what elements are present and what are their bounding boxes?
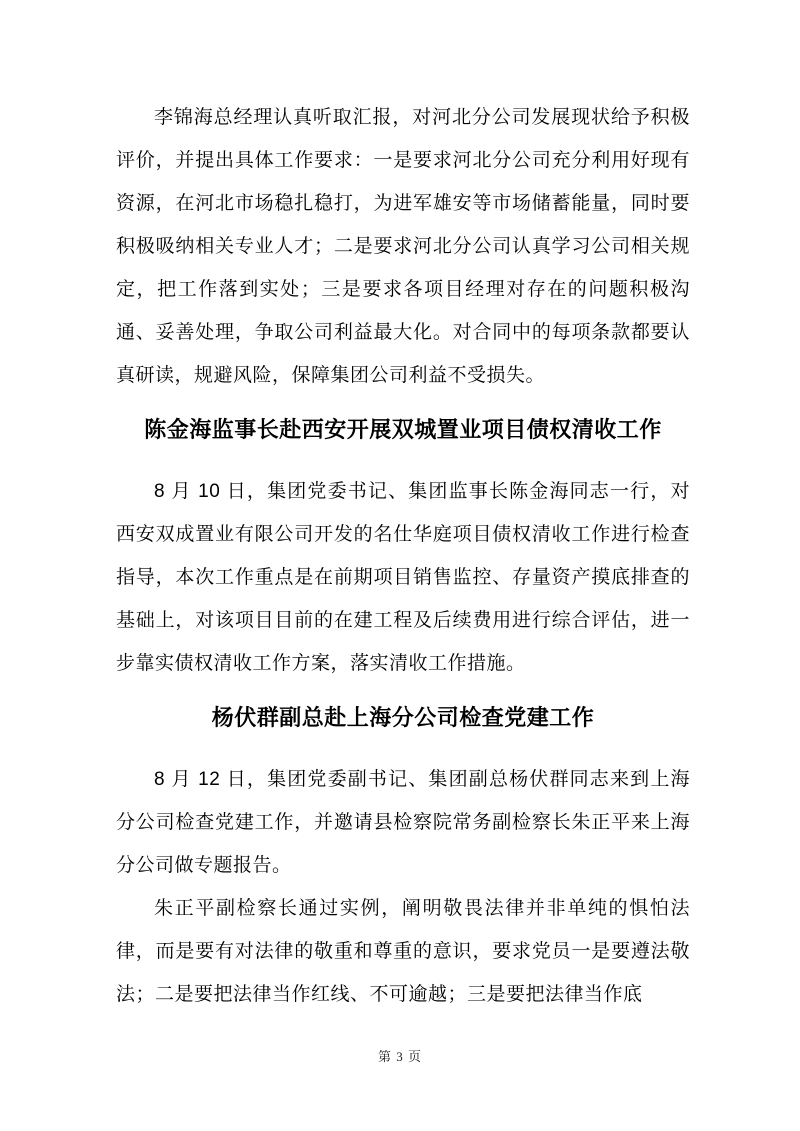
paragraph-party-building-visit: 8 月 12 日，集团党委副书记、集团副总杨伏群同志来到上海分公司检查党建工作，并邀请县检察院常务副检察长朱正平来上海分公司做专题报告。 xyxy=(116,769,690,876)
paragraph-intro: 李锦海总经理认真听取汇报，对河北分公司发展现状给予积极评价，并提出具体工作要求：一是要求河北分公司充分利用好现有资源，在河北市场稳扎稳打，为进军雄安等市场储蓄能量，同时要积极吸纳相关专业人才；二是要求河北分公司认真学习公司相关规定，把工作落到实处；三是要求各项目经理对存在的问题积极沟通、妥善处理，争取公司利益最大化。对合同中的每项条款都要认真研读，规避风险，保障集团公司利益不受损失。 xyxy=(116,107,690,386)
paragraph-law-lecture: 朱正平副检察长通过实例，阐明敬畏法律并非单纯的惧怕法律，而是要有对法律的敬重和尊重的意识，要求党员一是要遵法敬法；二是要把法律当作红线、不可逾越；三是要把法律当作底 xyxy=(116,898,690,1005)
section-heading-party-building: 杨伏群副总赴上海分公司检查党建工作 xyxy=(211,705,595,730)
page-number: 第 3 页 xyxy=(377,1049,422,1064)
paragraph-debt-collection: 8 月 10 日，集团党委书记、集团监事长陈金海同志一行，对西安双成置业有限公司开发的名仕华庭项目债权清收工作进行检查指导，本次工作重点是在前期项目销售监控、存量资产摸底排查的基础上，对该项目目前的在建工程及后续费用进行综合评估，进一步靠实债权清收工作方案，落实清收工作措施。 xyxy=(116,481,690,674)
document-body xyxy=(116,96,690,1016)
section-heading-debt-collection: 陈金海监事长赴西安开展双城置业项目债权清收工作 xyxy=(144,417,662,442)
page-footer xyxy=(0,1046,800,1066)
